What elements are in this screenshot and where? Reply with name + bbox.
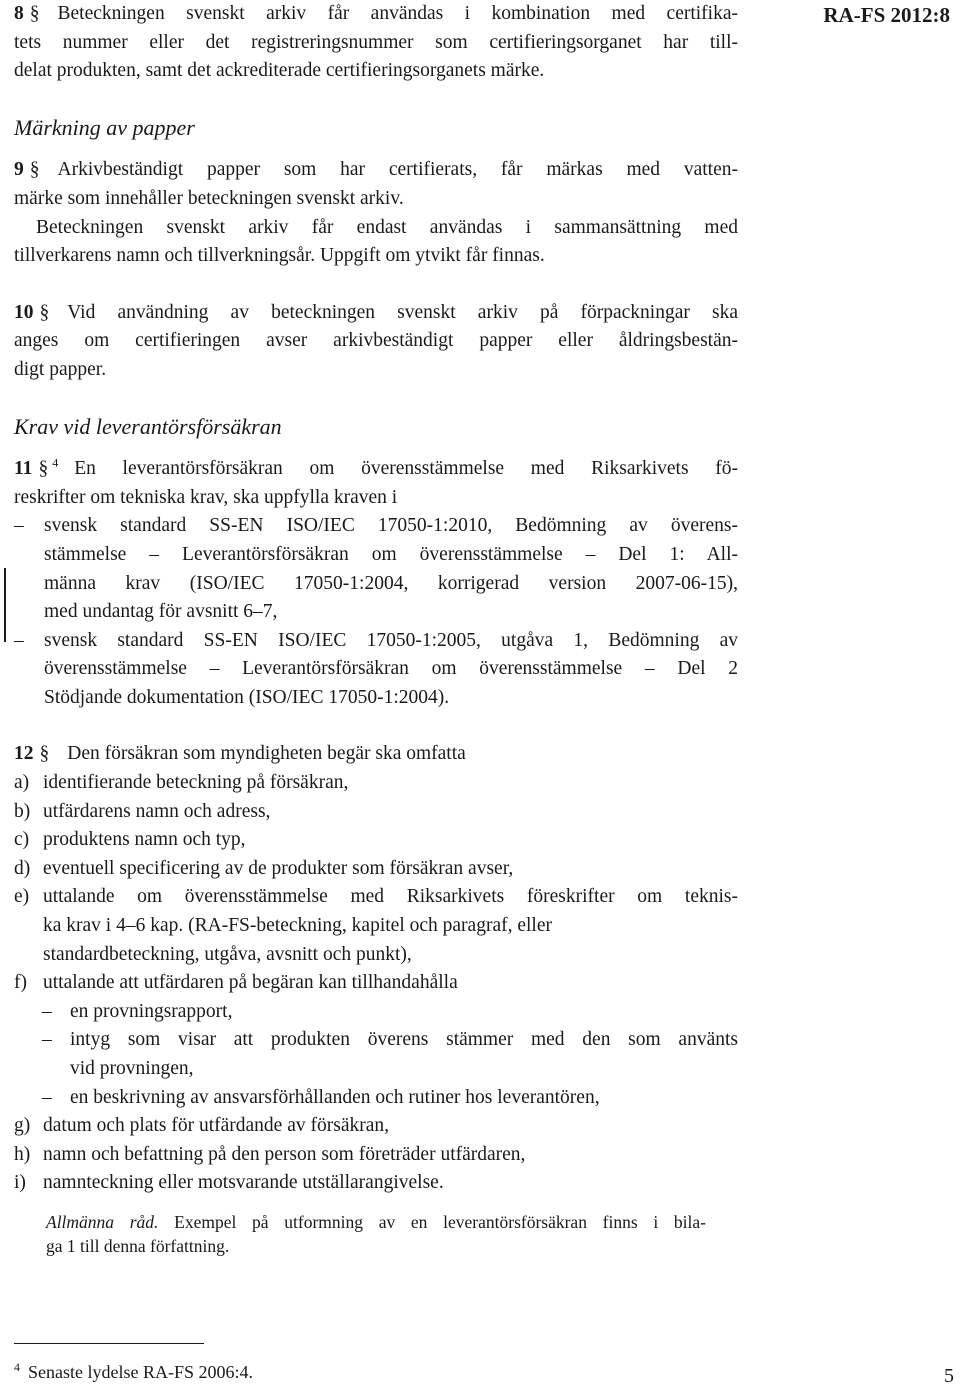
text-line: ka krav i 4–6 kap. (RA-FS-beteckning, kapitel och paragraf, eller bbox=[43, 915, 552, 937]
list-item: c) produktens namn och typ, bbox=[14, 829, 246, 851]
text-line: anges om certifieringen avser arkivbeständigt papper eller åldringsbestän- bbox=[14, 330, 738, 352]
general-advice bbox=[14, 1210, 706, 1259]
page-number: 5 bbox=[944, 1365, 954, 1387]
dash-marker: – bbox=[14, 515, 24, 537]
dash-marker: – bbox=[14, 629, 24, 651]
text-line: delat produkten, samt det ackrediterade certifieringsorganets märke. bbox=[14, 60, 545, 82]
sub-list-item: – en beskrivning av ansvarsförhållanden och rutiner hos leverantören, bbox=[42, 1086, 600, 1108]
text-line: Stödjande dokumentation (ISO/IEC 17050-1:2004). bbox=[44, 686, 450, 708]
text-line: digt papper. bbox=[14, 358, 107, 380]
text-line: stämmelse – Leverantörsförsäkran om överensstämmelse – Del 1: All- bbox=[44, 543, 738, 565]
section-10 bbox=[14, 299, 738, 385]
heading-marking: Märkning av papper bbox=[14, 114, 195, 140]
list-item: f) uttalande att utfärdaren på begäran kan tillhandahålla bbox=[14, 972, 458, 994]
text-line: Vid användning av beteckningen svenskt arkiv på förpackningar ska bbox=[67, 301, 738, 323]
text-line: överensstämmelse – Leverantörsförsäkran om överensstämmelse – Del 2 bbox=[44, 658, 738, 680]
section-number: 10 bbox=[14, 301, 34, 323]
section-11 bbox=[14, 455, 738, 712]
list-item: h) namn och befattning på den person som företräder utfärdaren, bbox=[14, 1143, 526, 1165]
text-line: standardbeteckning, utgåva, avsnitt och punkt), bbox=[43, 943, 412, 965]
list-item: d) eventuell specificering av de produkter som försäkran avser, bbox=[14, 857, 514, 879]
text-line: Arkivbeständigt papper som har certifierats, får märkas med vatten- bbox=[57, 159, 738, 181]
list-item: i) namnteckning eller motsvarande utställarangivelse. bbox=[14, 1172, 444, 1194]
list-item: e) uttalande om överensstämmelse med Riksarkivets föreskrifter om teknis- bbox=[14, 886, 738, 908]
text-line: En leverantörsförsäkran om överensstämmelse med Riksarkivets fö- bbox=[74, 458, 738, 480]
text-line: tets nummer eller det registreringsnummer som certifieringsorganet har till- bbox=[14, 31, 738, 53]
list-item: – svensk standard SS-EN ISO/IEC 17050-1:2010, Bedömning av överens- bbox=[14, 512, 738, 541]
footnote-rule bbox=[14, 1343, 204, 1344]
section-8 bbox=[14, 0, 738, 86]
section-sign: § bbox=[29, 3, 40, 24]
footnote bbox=[14, 1360, 253, 1383]
section-number: 12 bbox=[14, 743, 34, 765]
sub-list-item: – intyg som visar att produkten överens stämmer med den som använts bbox=[42, 1029, 738, 1051]
section-sign: § bbox=[29, 159, 40, 181]
footnote-ref: 4 bbox=[52, 455, 59, 470]
text-line: männa krav (ISO/IEC 17050-1:2004, korrigerad version 2007-06-15), bbox=[44, 572, 738, 594]
footnote-mark: 4 bbox=[14, 1360, 20, 1374]
footnote-text: Senaste lydelse RA-FS 2006:4. bbox=[28, 1362, 253, 1382]
change-bar bbox=[4, 568, 6, 642]
list-item: a) identifierande beteckning på försäkran, bbox=[14, 772, 349, 794]
text-line: Beteckningen svenskt arkiv får endast användas i sammansättning med bbox=[36, 216, 738, 238]
heading-krav: Krav vid leverantörsförsäkran bbox=[14, 413, 282, 439]
section-sign: § bbox=[39, 301, 50, 323]
text-line: tillverkarens namn och tillverkningsår. Uppgift om ytvikt får finnas. bbox=[14, 245, 545, 267]
section-9 bbox=[14, 156, 738, 270]
list-item: g) datum och plats för utfärdande av försäkran, bbox=[14, 1115, 389, 1137]
text-line: vid provningen, bbox=[70, 1058, 194, 1079]
text-line: reskrifter om tekniska krav, ska uppfylla kraven i bbox=[14, 486, 398, 508]
section-sign: § bbox=[38, 458, 49, 480]
list-item: b) utfärdarens namn och adress, bbox=[14, 800, 271, 822]
text-line: märke som innehåller beteckningen svenskt arkiv. bbox=[14, 187, 404, 209]
sub-list-item: – en provningsrapport, bbox=[42, 1000, 233, 1022]
section-number: 11 bbox=[14, 458, 33, 480]
list-item: – svensk standard SS-EN ISO/IEC 17050-1:2005, utgåva 1, Bedömning av bbox=[14, 627, 738, 656]
text-line: ga 1 till denna författning. bbox=[46, 1236, 230, 1257]
section-12 bbox=[14, 740, 738, 1198]
text-line: med undantag för avsnitt 6–7, bbox=[44, 601, 278, 623]
section-number: 9 bbox=[14, 159, 24, 181]
dash-list bbox=[14, 512, 738, 712]
text-line: Beteckningen svenskt arkiv får användas i kombination med certifika- bbox=[57, 3, 738, 24]
section-number: 8 bbox=[14, 3, 24, 24]
text-line: Den försäkran som myndigheten begär ska omfatta bbox=[67, 743, 466, 765]
advice-label: Allmänna råd. bbox=[46, 1211, 159, 1232]
document-code: RA-FS 2012:8 bbox=[823, 3, 950, 27]
text-line: Exempel på utformning av en leverantörsförsäkran finns i bila- bbox=[174, 1211, 706, 1232]
document-body bbox=[14, 0, 738, 1259]
section-sign: § bbox=[39, 743, 50, 765]
